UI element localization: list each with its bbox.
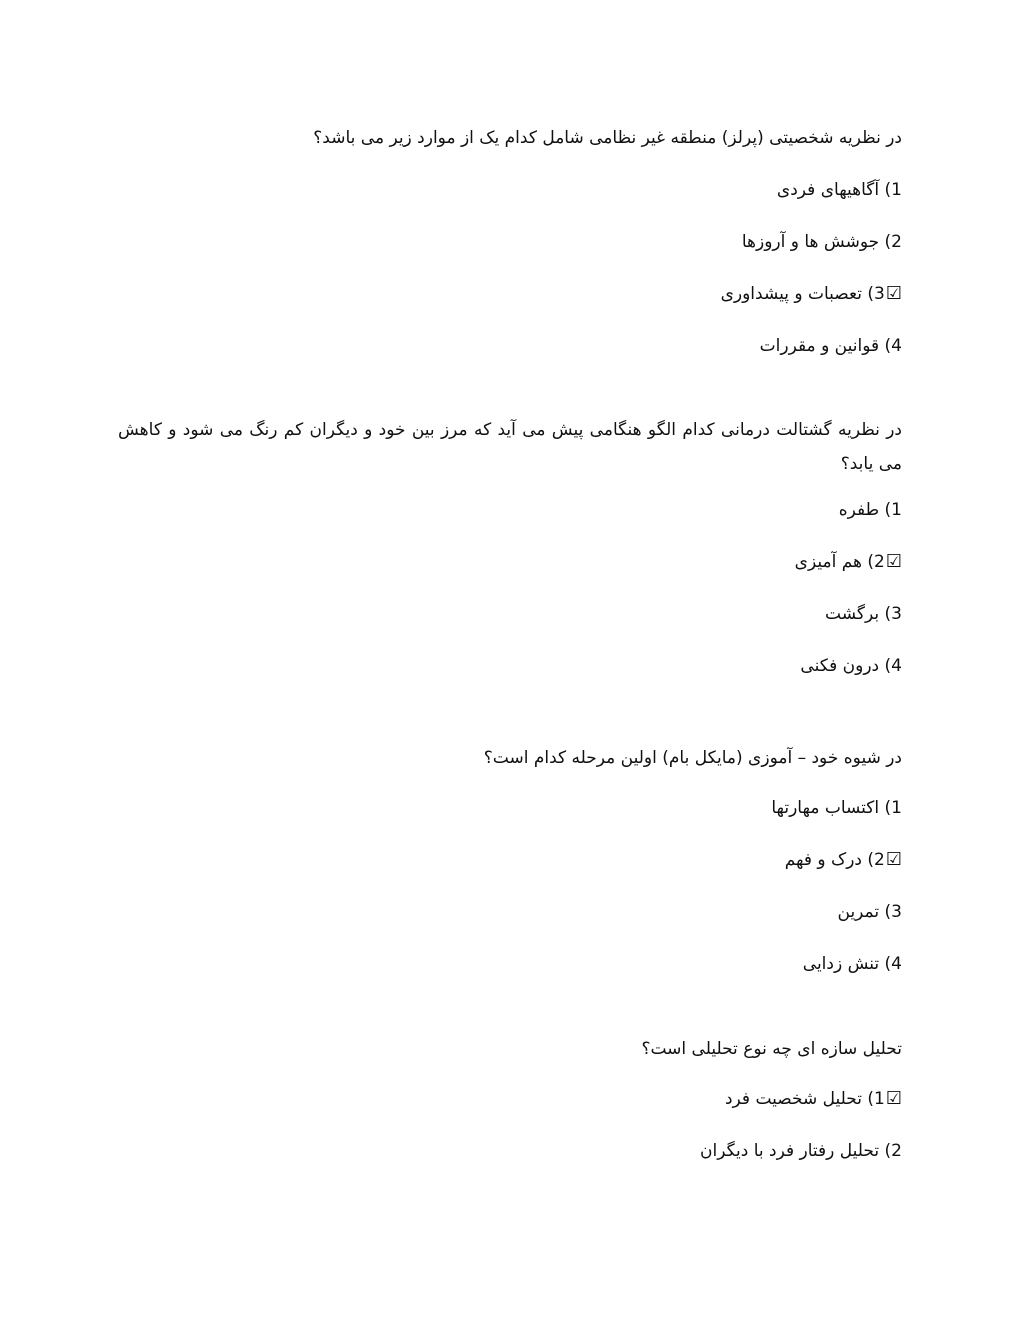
option-1: [118, 1082, 902, 1116]
option-4: [118, 649, 902, 683]
option-4: [118, 329, 902, 363]
option-text: قوانین و مقررات: [759, 336, 880, 356]
question-text: در شیوه خود – آموزی (مایکل بام) اولین مرحله کدام است؟: [483, 748, 902, 768]
option-number: 1): [867, 1089, 885, 1109]
option-2: [118, 1134, 902, 1168]
question-block-3: [118, 741, 902, 981]
option-number: 4): [884, 336, 902, 356]
option-1: [118, 493, 902, 527]
option-text: تنش زدایی: [802, 954, 880, 974]
option-number: 2): [867, 552, 885, 572]
option-3: [118, 597, 902, 631]
option-text: اکتساب مهارتها: [771, 798, 880, 818]
option-text: جوشش ها و آروزها: [741, 232, 880, 252]
option-3: [118, 895, 902, 929]
option-number: 1): [884, 798, 902, 818]
option-number: 2): [867, 850, 885, 870]
option-text: آگاهیهای فردی: [776, 180, 880, 200]
checked-box-icon: ☑: [885, 551, 902, 572]
option-number: 4): [884, 954, 902, 974]
question-text: تحلیل سازه ای چه نوع تحلیلی است؟: [641, 1039, 902, 1059]
option-3: [118, 277, 902, 311]
option-number: 3): [867, 284, 885, 304]
option-2: [118, 225, 902, 259]
option-text: تحلیل رفتار فرد با دیگران: [700, 1141, 880, 1161]
option-text: برگشت: [825, 604, 880, 624]
option-text: تحلیل شخصیت فرد: [724, 1089, 862, 1109]
option-number: 3): [884, 902, 902, 922]
checked-box-icon: ☑: [885, 1088, 902, 1109]
option-2: [118, 843, 902, 877]
option-text: طفره: [838, 500, 880, 520]
option-text: درون فکنی: [800, 656, 880, 676]
option-number: 4): [884, 656, 902, 676]
option-1: [118, 791, 902, 825]
question-text: در نظریه شخصیتی (پرلز) منطقه غیر نظامی شامل کدام یک از موارد زیر می باشد؟: [313, 128, 902, 148]
question-block-1: [118, 121, 902, 363]
option-text: هم آمیزی: [794, 552, 862, 572]
option-1: [118, 173, 902, 207]
checked-box-icon: ☑: [885, 849, 902, 870]
question-block-2: [118, 413, 902, 683]
option-text: تمرین: [837, 902, 880, 922]
option-number: 1): [884, 180, 902, 200]
option-number: 3): [884, 604, 902, 624]
option-text: تعصبات و پیشداوری: [720, 284, 862, 304]
option-4: [118, 947, 902, 981]
option-number: 2): [884, 232, 902, 252]
checked-box-icon: ☑: [885, 283, 902, 304]
option-2: [118, 545, 902, 579]
option-number: 1): [884, 500, 902, 520]
option-number: 2): [884, 1141, 902, 1161]
option-text: درک و فهم: [784, 850, 862, 870]
question-block-4: [118, 1032, 902, 1168]
question-text: در نظریه گشتالت درمانی کدام الگو هنگامی پیش می آید که مرز بین خود و دیگران کم رنگ می شود و کاهش می یابد؟: [118, 420, 902, 474]
